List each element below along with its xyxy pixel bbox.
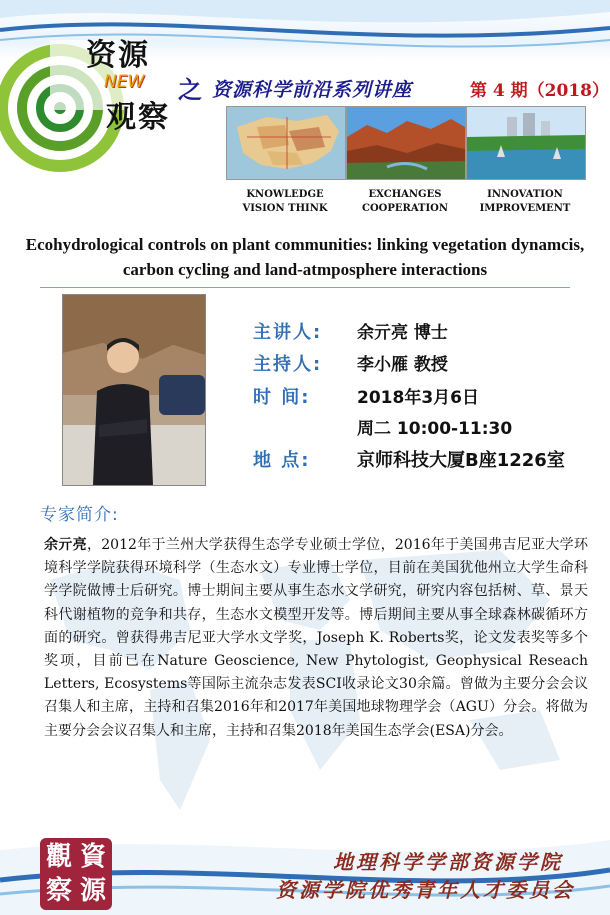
canyon-panel-image bbox=[346, 106, 466, 180]
series-title: 资源科学前沿系列讲座 bbox=[212, 79, 413, 101]
place-value: 京师科技大厦B座1226室 bbox=[357, 450, 565, 471]
logo-connector: 之 bbox=[178, 75, 202, 104]
speaker-photo bbox=[62, 294, 206, 486]
bio-heading: 专家简介: bbox=[40, 505, 119, 525]
panel-caption-exchanges: EXCHANGES COOPERATION bbox=[361, 189, 448, 214]
seal-logo bbox=[40, 838, 112, 910]
bio-body: ，2012年于兰州大学获得生态学专业硕士学位，2016年于美国弗吉尼亚大学环境科学学院获得环境科学（生态水文）专业博士学位，目前在美国犹他州立大学生命科学学院做博士后研究。博士期间主要从事生态水文学研究，研究内容包括树、草、景天科代谢植物的竞争和共存，生态水文模型开发等。博后期间主要从事全球森林碳循环方面的研究。曾获得弗吉尼亚大学水文学奖，Joseph K. Roberts奖，论文发表奖等多个奖项，目前已在Nature Geoscience, New Phytologist, Geophysical Reseach Letters, Ecosystems等国际主流杂志发表SCI收录论文30余篇。曾做为主要分会会议召集人和主席，主持和召集2016年和2017年美国地球物理学会（AGU）分会。将做为主要分会会议召集人和主席，主持和召集2018年美国生态学会(ESA)分会。 bbox=[44, 537, 588, 739]
time-value: 周二 10:00-11:30 bbox=[357, 419, 513, 439]
title-divider bbox=[40, 287, 570, 288]
bio-name: 余亓亮 bbox=[44, 537, 87, 553]
host-label: 主持人: bbox=[253, 354, 323, 375]
bio-text bbox=[44, 534, 588, 743]
seal-char-4: 源 bbox=[79, 876, 106, 906]
logo-new-badge: NEW bbox=[104, 72, 145, 92]
seal-char-1: 觀 bbox=[45, 842, 72, 872]
lake-panel-image bbox=[466, 106, 586, 180]
map-panel-image bbox=[226, 106, 346, 180]
place-label: 地 点: bbox=[253, 450, 311, 471]
logo-text-observe: 观察 bbox=[106, 100, 170, 135]
talk-title: Ecohydrological controls on plant communities: linking vegetation dynamcis, carbon cycling and land-atmposphere interactions bbox=[25, 235, 585, 279]
organizer-line-1: 地理科学学部资源学院 bbox=[333, 850, 563, 874]
speaker-label: 主讲人: bbox=[253, 322, 323, 343]
speaker-value: 余亓亮 博士 bbox=[357, 323, 448, 343]
series-issue: 第 4 期（2018） bbox=[470, 81, 609, 101]
seal-char-3: 察 bbox=[45, 876, 72, 906]
logo-text-resources: 资源 bbox=[86, 38, 150, 73]
panel-caption-innovation: INNOVATION IMPROVEMENT bbox=[479, 189, 571, 214]
host-value: 李小雁 教授 bbox=[357, 355, 448, 375]
date-value: 2018年3月6日 bbox=[357, 388, 479, 408]
panel-caption-knowledge: KNOWLEDGE VISION THINK bbox=[242, 189, 328, 214]
organizer-line-2: 资源学院优秀青年人才委员会 bbox=[276, 878, 575, 902]
seal-char-2: 資 bbox=[79, 842, 106, 872]
time-label: 时 间: bbox=[253, 387, 311, 408]
